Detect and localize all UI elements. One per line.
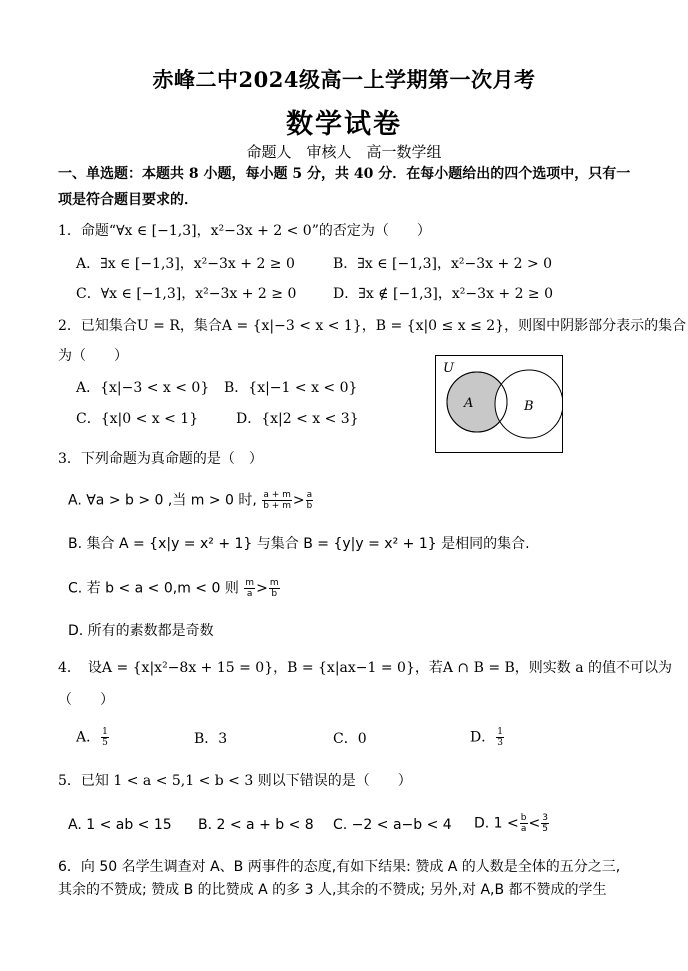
q4-option-a: A． $\frac{1}{5}$ bbox=[76, 727, 108, 748]
q2-option-d: D．{x|2 < x < 3} bbox=[236, 411, 359, 427]
q1-stem: 1．命题“∀x ∈ [−1,3]，x²−3x + 2 < 0”的否定为（ ） bbox=[58, 223, 431, 239]
q5-option-d: D. 1 < $\frac{b}{a}$ < $\frac{3}{5}$ bbox=[474, 813, 548, 834]
q2-option-a: A．{x|−3 < x < 0} bbox=[76, 380, 210, 396]
q3-option-a-text: A. ∀a > b > 0 ,当 m > 0 时, bbox=[68, 492, 257, 509]
exam-title: 赤峰二中2024级高一上学期第一次月考 bbox=[152, 67, 536, 92]
venn-label-b: B bbox=[524, 399, 534, 414]
q3-option-a: A. ∀a > b > 0 ,当 m > 0 时, $\frac{a + m}{b + m}$ > $\frac{a}{b}$ bbox=[68, 490, 313, 511]
q3-option-c-frac1: $\frac{m}{a}$ bbox=[245, 578, 255, 599]
q1-option-c: C．∀x ∈ [−1,3]，x²−3x + 2 ≥ 0 bbox=[76, 286, 297, 302]
q1-option-b: B．∃x ∈ [−1,3]，x²−3x + 2 > 0 bbox=[333, 256, 553, 272]
q2-option-b: B．{x|−1 < x < 0} bbox=[224, 380, 358, 396]
q3-stem: 3．下列命题为真命题的是（ ） bbox=[58, 451, 263, 467]
q1-option-d: D．∃x ∉ [−1,3]，x²−3x + 2 ≥ 0 bbox=[333, 286, 554, 302]
q3-option-d: D. 所有的素数都是奇数 bbox=[68, 623, 214, 639]
q2-option-c: C．{x|0 < x < 1} bbox=[76, 411, 199, 427]
q3-option-c: C. 若 b < a < 0,m < 0 则 $\frac{m}{a}$ > $\frac{m}{b}$ bbox=[68, 578, 279, 599]
q4-paren: （ ） bbox=[58, 692, 114, 708]
q5-option-d-frac1: $\frac{b}{a}$ bbox=[520, 813, 527, 834]
q4-stem: 4． 设A = {x|x²−8x + 15 = 0}，B = {x|ax−1 = 0}，若A ∩ B = B，则实数 a 的值不可以为 bbox=[58, 660, 673, 676]
section-intro: 一、单选题：本题共 8 小题，每小题 5 分，共 40 分．在每小题给出的四个选项中，只有一项是符合题目要求的． bbox=[58, 166, 631, 208]
venn-label-u: U bbox=[443, 361, 454, 376]
q5-option-b: B. 2 < a + b < 8 bbox=[198, 817, 314, 833]
q4-option-c: C．0 bbox=[333, 731, 367, 747]
q4-option-d: D． $\frac{1}{3}$ bbox=[470, 727, 503, 748]
q4-option-a-frac: $\frac{1}{5}$ bbox=[102, 727, 108, 748]
q3-option-a-frac2: $\frac{a}{b}$ bbox=[306, 490, 313, 511]
q4-option-d-frac: $\frac{1}{3}$ bbox=[497, 727, 503, 748]
venn-diagram bbox=[435, 355, 563, 453]
q3-option-c-text: C. 若 b < a < 0,m < 0 则 bbox=[68, 580, 239, 597]
venn-svg bbox=[436, 356, 562, 452]
q4-option-b: B．3 bbox=[194, 731, 228, 747]
q2-stem-line1: 2．已知集合U = R，集合A = {x|−3 < x < 1}，B = {x|0 ≤ x ≤ 2}，则图中阴影部分表示的集合 bbox=[58, 318, 687, 334]
exam-subtitle: 数学试卷 bbox=[286, 109, 402, 140]
q5-option-c: C. −2 < a−b < 4 bbox=[333, 817, 452, 833]
q1-option-a: A．∃x ∈ [−1,3]，x²−3x + 2 ≥ 0 bbox=[76, 256, 295, 272]
q5-option-a: A. 1 < ab < 15 bbox=[68, 817, 172, 833]
q3-option-a-frac1: $\frac{a + m}{b + m}$ bbox=[263, 490, 291, 511]
q6-line1: 6．向 50 名学生调查对 A、B 两事件的态度,有如下结果: 赞成 A 的人数是全体的五分之三, bbox=[58, 859, 621, 875]
q3-option-b: B. 集合 A = {x|y = x² + 1} 与集合 B = {y|y = x² + 1} 是相同的集合. bbox=[68, 536, 530, 552]
q5-option-d-frac2: $\frac{3}{5}$ bbox=[542, 813, 548, 834]
venn-label-a: A bbox=[464, 396, 474, 411]
q3-option-c-frac2: $\frac{m}{b}$ bbox=[269, 578, 279, 599]
authors-line: 命题人 审核人 高一数学组 bbox=[246, 143, 442, 161]
q2-stem-line2: 为（ ） bbox=[58, 348, 128, 364]
q6-line2: 其余的不赞成; 赞成 B 的比赞成 A 的多 3 人,其余的不赞成; 另外,对 A,B 都不赞成的学生 bbox=[58, 882, 607, 898]
q5-stem: 5．已知 1 < a < 5,1 < b < 3 则以下错误的是（ ） bbox=[58, 773, 412, 789]
